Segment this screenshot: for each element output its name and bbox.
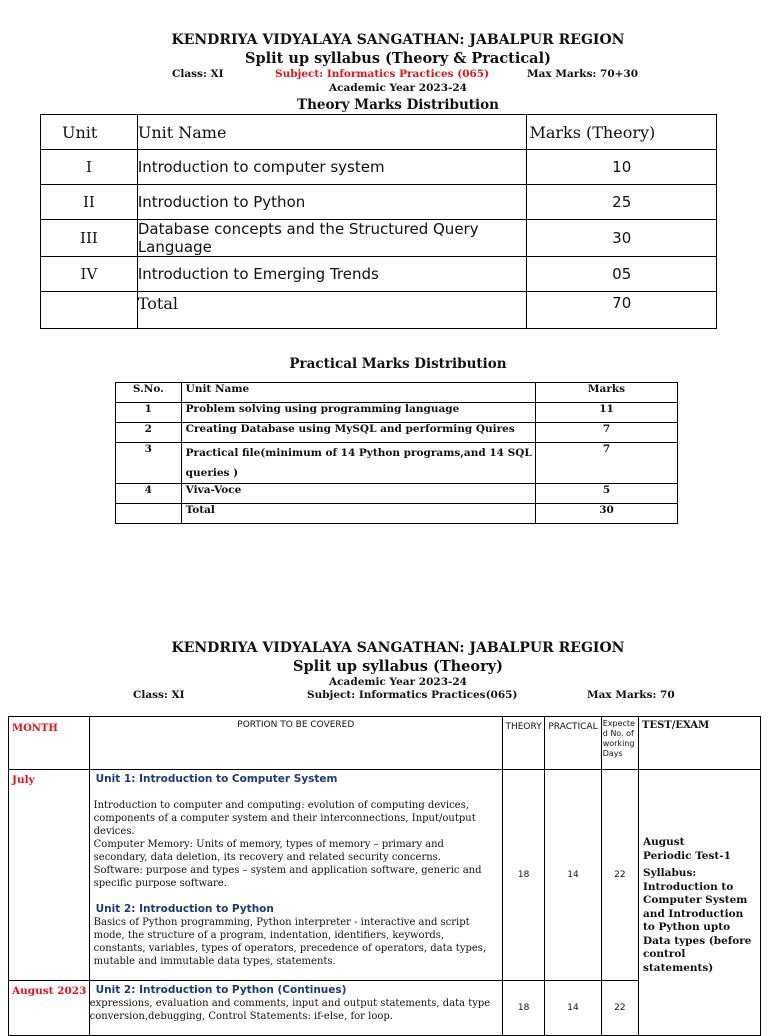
- total-label: Total: [137, 292, 527, 329]
- unit-number: II: [41, 185, 138, 220]
- test-exam-cell: [639, 770, 761, 1036]
- july-practical: 14: [545, 770, 601, 981]
- academic-year: Academic Year 2023-24: [329, 82, 467, 94]
- unit-number: IV: [41, 257, 138, 292]
- table-row: [116, 423, 678, 443]
- syllabus-subtitle: Split up syllabus (Theory & Practical): [245, 50, 551, 67]
- total-marks: 30: [536, 504, 678, 524]
- theory-marks-table: [40, 114, 717, 329]
- unit1-text: Computer Memory: Units of memory, types of memory – primary and secondary, data deletion, its recovery and related security concerns.: [93, 839, 444, 863]
- header-working-days: Expected No. of working Days: [601, 717, 638, 770]
- row-sno: 2: [116, 423, 182, 443]
- syllabus-subtitle-2: Split up syllabus (Theory): [292, 658, 503, 675]
- row-unit-name: Creating Database using MySQL and performing Quires: [181, 423, 535, 443]
- header-sno: S.No.: [116, 383, 182, 403]
- table-row: [116, 484, 678, 504]
- subject-label-2: Subject: Informatics Practices(065): [307, 689, 518, 701]
- unit2-title: Unit 2: Introduction to Python: [95, 903, 274, 915]
- table-header-row: [9, 717, 761, 770]
- monthly-syllabus-table: [8, 716, 761, 1036]
- row-unit-name: Practical file(minimum of 14 Python programs,and 14 SQL queries ): [181, 443, 535, 484]
- unit-name: Introduction to Emerging Trends: [137, 257, 527, 292]
- row-marks: 7: [536, 423, 678, 443]
- july-days: 22: [601, 770, 638, 981]
- august-days: 22: [601, 981, 638, 1036]
- table-row: [41, 185, 717, 220]
- header-theory: THEORY: [502, 717, 544, 770]
- academic-year-2: Academic Year 2023-24: [329, 676, 467, 688]
- august-theory: 18: [502, 981, 544, 1036]
- table-row: [116, 443, 678, 484]
- class-label-2: Class: XI: [133, 689, 185, 701]
- header-marks: Marks: [536, 383, 678, 403]
- row-marks: 5: [536, 484, 678, 504]
- row-marks: 7: [536, 443, 678, 484]
- max-marks-label-2: Max Marks: 70: [587, 689, 675, 701]
- month-august: August 2023: [9, 981, 90, 1036]
- unit1-title: Unit 1: Introduction to Computer System: [95, 773, 338, 785]
- unit1-text: Software: purpose and types – system and application software, generic and specific purpose software.: [93, 865, 482, 889]
- table-row-july: [9, 770, 761, 981]
- july-theory: 18: [502, 770, 544, 981]
- header-unit: Unit: [41, 115, 138, 150]
- region-title: KENDRIYA VIDYALAYA SANGATHAN: JABALPUR REGION: [171, 32, 625, 48]
- table-row: [41, 150, 717, 185]
- periodic-test-title: August Periodic Test-1: [643, 836, 731, 862]
- table-row-total: [41, 292, 717, 329]
- max-marks-label: Max Marks: 70+30: [527, 68, 639, 80]
- unit-marks: 10: [527, 150, 717, 185]
- unit-name: Database concepts and the Structured Query Language: [137, 220, 527, 257]
- row-sno: 3: [116, 443, 182, 484]
- header-unit-name: Unit Name: [137, 115, 527, 150]
- theory-heading: Theory Marks Distribution: [297, 97, 499, 113]
- row-unit-name: Problem solving using programming language: [181, 403, 535, 423]
- table-row-total: [116, 504, 678, 524]
- total-marks: 70: [527, 292, 717, 329]
- august-practical: 14: [545, 981, 601, 1036]
- practical-heading: Practical Marks Distribution: [289, 356, 507, 372]
- table-header-row: [116, 383, 678, 403]
- row-sno: 1: [116, 403, 182, 423]
- header-practical: PRACTICAL: [545, 717, 601, 770]
- month-july: July: [9, 770, 90, 981]
- unit2-text: Basics of Python programming, Python interpreter - interactive and script mode, the structure of a program, indentation, identifiers, keywords, constants, variables, types of operators, precedence of operators, data types, mutable and immutable data types, statements.: [93, 917, 487, 967]
- unit-marks: 25: [527, 185, 717, 220]
- unit2-continues-title: Unit 2: Introduction to Python (Continues): [95, 984, 347, 996]
- region-title-2: KENDRIYA VIDYALAYA SANGATHAN: JABALPUR REGION: [171, 640, 625, 656]
- row-marks: 11: [536, 403, 678, 423]
- row-sno: [116, 504, 182, 524]
- table-header-row: [41, 115, 717, 150]
- table-row: [41, 257, 717, 292]
- unit-number: [41, 292, 138, 329]
- unit-number: I: [41, 150, 138, 185]
- class-label: Class: XI: [172, 68, 224, 80]
- header-month: MONTH: [9, 717, 90, 770]
- header-portion: PORTION TO BE COVERED: [89, 717, 502, 770]
- unit-marks: 30: [527, 220, 717, 257]
- practical-marks-table: [115, 382, 678, 524]
- august-text: expressions, evaluation and comments, input and output statements, data type conversion,debugging, Control Statements: if-else, for loop.: [89, 998, 491, 1022]
- periodic-test-syllabus: Syllabus: Introduction to Computer System and Introduction to Python upto Data types (before control statements): [643, 867, 752, 974]
- row-sno: 4: [116, 484, 182, 504]
- total-label: Total: [181, 504, 535, 524]
- unit-name: Introduction to Python: [137, 185, 527, 220]
- header-unit-name: Unit Name: [181, 383, 535, 403]
- unit1-text: Introduction to computer and computing: evolution of computing devices, components of a computer system and their interconnections, Input/output devices.: [93, 800, 476, 837]
- august-portion: [89, 981, 502, 1036]
- table-row: [116, 403, 678, 423]
- header-test-exam: TEST/EXAM: [639, 717, 761, 770]
- unit-name: Introduction to computer system: [137, 150, 527, 185]
- row-unit-name: Viva-Voce: [181, 484, 535, 504]
- unit-marks: 05: [527, 257, 717, 292]
- subject-label: Subject: Informatics Practices (065): [275, 68, 490, 80]
- table-row: [41, 220, 717, 257]
- july-portion: [89, 770, 502, 981]
- unit-number: III: [41, 220, 138, 257]
- header-marks: Marks (Theory): [527, 115, 717, 150]
